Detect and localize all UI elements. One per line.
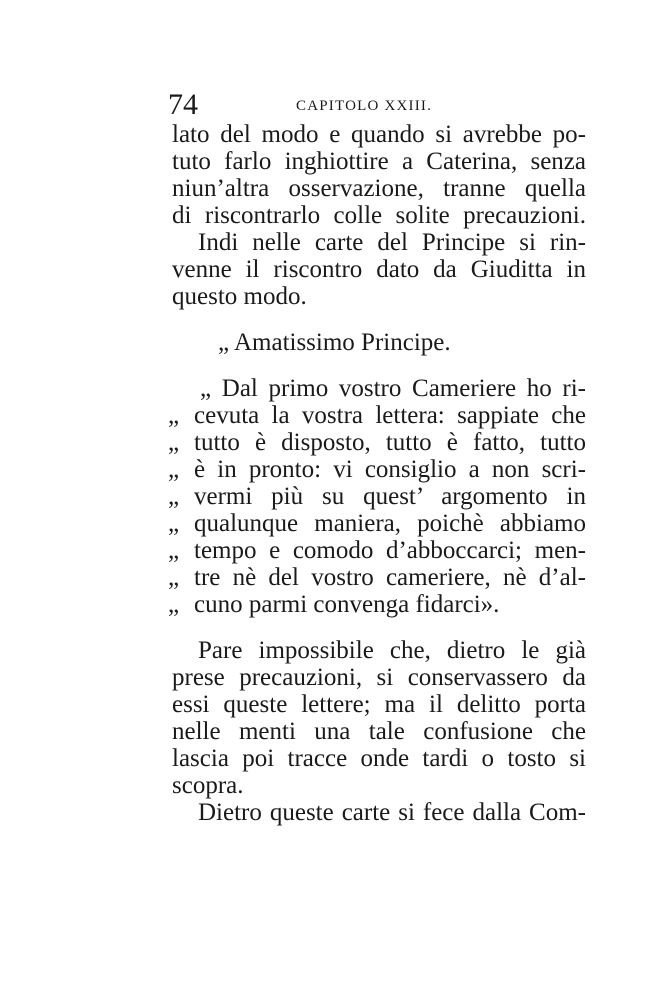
letter-line: è in pronto: vi consiglio a non scri- (194, 456, 586, 483)
letter-line: tempo e comodo d’abboccarci; men- (194, 537, 586, 564)
quote-mark: „ (168, 483, 180, 510)
letter-line (200, 374, 586, 404)
quote-mark: „ (168, 429, 180, 456)
quote-mark: „ (200, 375, 212, 402)
quote-mark: „ (168, 510, 180, 537)
letter-line: vermi più su quest’ argomento in (194, 483, 586, 510)
letter-line: qualunque maniera, poichè abbiamo (194, 510, 586, 537)
text-line: scopra. (172, 772, 244, 799)
text-line: lato del modo e quando si avrebbe po- (172, 121, 586, 148)
text-line: niun’altra osservazione, tranne quella (172, 175, 586, 202)
text-line: prese precauzioni, si conservassero da (172, 664, 586, 691)
quote-mark: „ (168, 591, 180, 618)
letter-line: cuno parmi convenga fidarci». (194, 591, 500, 618)
letter-line: tutto è disposto, tutto è fatto, tutto (194, 429, 586, 456)
quote-mark: „ (168, 402, 180, 429)
letter-line-text: Dal primo vostro Cameriere ho ri- (221, 375, 587, 402)
page-header (168, 88, 488, 122)
text-line: questo modo. (172, 283, 307, 310)
letter-salutation: „ Amatissimo Principe. (218, 329, 451, 356)
quote-mark: „ (168, 537, 180, 564)
text-line: venne il riscontro dato da Giuditta in (172, 256, 586, 283)
page-number: 74 (168, 88, 198, 121)
text-line: Indi nelle carte del Principe si rin- (198, 229, 586, 256)
text-line: essi queste lettere; ma il delitto porta (172, 691, 586, 718)
text-line: nelle menti una tale confusione che (172, 718, 586, 745)
text-line: lascia poi tracce onde tardi o tosto si (172, 745, 586, 772)
running-head: CAPITOLO XXIII. (296, 98, 433, 114)
letter-line: cevuta la vostra lettera: sappiate che (194, 402, 586, 429)
text-line: Pare impossibile che, dietro le già (198, 637, 586, 664)
text-line: tuto farlo inghiottire a Caterina, senza (172, 148, 586, 175)
quote-mark: „ (168, 456, 180, 483)
letter-line: tre nè del vostro cameriere, nè d’al- (194, 564, 586, 591)
text-line: di riscontrarlo colle solite precauzioni. (172, 202, 586, 229)
text-line: Dietro queste carte si fece dalla Com- (198, 799, 586, 826)
quote-mark: „ (168, 564, 180, 591)
